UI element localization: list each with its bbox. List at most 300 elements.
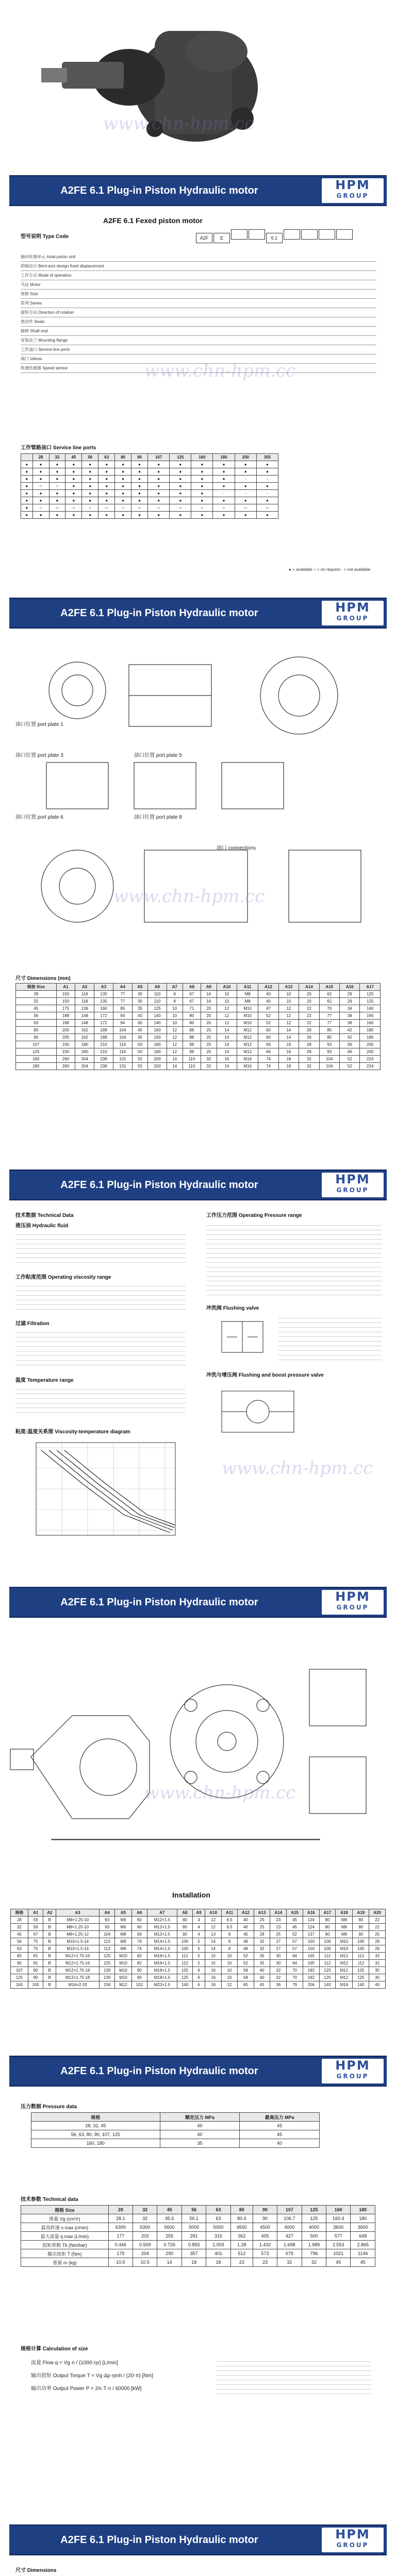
table-header-cell: A2 [75, 984, 94, 991]
text-block [15, 1230, 186, 1266]
port-plate-1-label: 油口位置 port plate 1 [15, 722, 63, 727]
table-cell: 75 [28, 1938, 43, 1945]
table-cell: 14 [167, 1056, 183, 1063]
table-cell: 8 [167, 991, 183, 998]
table-cell: 60 [258, 1034, 278, 1041]
table-cell: 45.6 [157, 2214, 182, 2223]
table-cell: 40 [238, 1917, 254, 1924]
table-row [21, 2214, 375, 2223]
table-cell: 59 [28, 1924, 43, 1931]
table-cell: 48 [238, 1945, 254, 1953]
port-plate-5-label: 油口位置 port plate 5 [134, 753, 182, 758]
table-cell: 100 [319, 1945, 336, 1953]
table-cell: 80 [353, 1924, 369, 1931]
table-cell: 30 [270, 1960, 287, 1967]
table-cell: 45 [132, 1027, 148, 1034]
table-row: ● ● ● ● ● ● ● ● ● ● ● ● ● ● [21, 461, 278, 468]
table-cell: 104 [319, 1063, 339, 1070]
table-cell: 18 [182, 2258, 206, 2267]
table-cell: 8 [222, 1931, 238, 1938]
table-cell: 13 [205, 1931, 222, 1938]
code-line: 马达 Motor [21, 280, 376, 290]
table-header-cell: A20 [369, 1909, 386, 1917]
table-cell: 80 [177, 1917, 193, 1924]
table-cell: 162 [75, 1034, 94, 1041]
table-header-cell: A4 [113, 984, 132, 991]
table-cell: B [43, 1981, 56, 1989]
table-cell: 0.726 [157, 2241, 182, 2249]
table-cell: 100 [353, 1938, 369, 1945]
type-code-cell [301, 229, 318, 240]
page-3 [0, 1170, 396, 1582]
table-header-cell: 90 [253, 2206, 277, 2214]
table-cell: 188 [94, 1027, 113, 1034]
table-header-row [21, 2206, 375, 2214]
table-cell: 125 [319, 1967, 336, 1974]
code-line: 阀门 Valves [21, 354, 376, 364]
table-cell: 125 [177, 1967, 193, 1974]
table-cell: 94 [113, 1012, 132, 1020]
table-cell: 93 [100, 1924, 115, 1931]
table-cell: 4 [192, 1931, 205, 1938]
table-cell: 10.5 [133, 2258, 157, 2267]
table-cell: 40 [258, 998, 278, 1005]
table-cell: 12 [278, 1020, 299, 1027]
table-cell: M8 [237, 991, 258, 998]
page-5 [0, 2056, 396, 2519]
table-cell: 106.7 [277, 2214, 302, 2223]
table-header-cell: 160 [326, 2206, 351, 2214]
table-header-cell: A2 [43, 1909, 56, 1917]
table-header-row [11, 1909, 386, 1917]
table-header-cell: A12 [238, 1909, 254, 1917]
table-cell: 1.003 [206, 2241, 230, 2249]
table-cell: 52 [238, 1960, 254, 1967]
table-cell: 93 [319, 1048, 339, 1056]
type-code-cell [231, 229, 248, 240]
table-cell: 28, 32, 45 [31, 2122, 160, 2130]
table-header-cell: A4 [100, 1909, 115, 1917]
table-cell: 112 [177, 1953, 193, 1960]
table-cell: 10 [167, 1020, 183, 1027]
table-cell: 427 [277, 2232, 302, 2241]
table-cell: 160 [11, 1981, 28, 1989]
hpm-logo [322, 1590, 384, 1615]
table-row [11, 1967, 386, 1974]
table-header-cell: 45 [157, 2206, 182, 2214]
table-cell: 12 [167, 1034, 183, 1041]
code-line: 规格 Size [21, 290, 376, 299]
table-cell: 36 [270, 1981, 287, 1989]
table-header-cell [21, 454, 33, 461]
table-cell: M10 [114, 1967, 131, 1974]
table-cell: 12 [205, 1924, 222, 1931]
table-cell: 405 [253, 2232, 277, 2241]
table-cell: 180 [75, 1048, 94, 1056]
code-line: 安装法兰 Mounting flange [21, 336, 376, 345]
table-header-cell: A17 [319, 1909, 336, 1917]
table-cell: 125 [353, 1967, 369, 1974]
calc-line: 输出扭矩 Output Torque T = Vg·Δp·ηmh / (20·π) [Nm] [31, 2373, 153, 2379]
table-cell: 63 [11, 1945, 28, 1953]
logo-sub: GROUP [336, 2541, 369, 2549]
table-cell: 188 [94, 1034, 113, 1041]
table-cell: 40 [254, 1967, 270, 1974]
table-row [31, 2122, 320, 2130]
table-cell: B [43, 1953, 56, 1960]
table-cell: 32 [16, 998, 57, 1005]
table-cell: 110 [148, 998, 167, 1005]
table-cell: 12 [167, 1048, 183, 1056]
table-cell: 1.698 [277, 2241, 302, 2249]
table-cell: 98 [183, 1048, 201, 1056]
table-cell: 116 [113, 1041, 132, 1048]
table-cell: M12 [237, 1048, 258, 1056]
table-cell: 67 [183, 991, 201, 998]
table-cell: 112 [353, 1953, 369, 1960]
table-cell: 66 [258, 1048, 278, 1056]
text-block [278, 1314, 382, 1360]
table-cell: 205 [56, 1027, 75, 1034]
table-cell: 4500 [230, 2223, 253, 2232]
table-cell: M10×1.5-14 [56, 1945, 99, 1953]
table-header-cell: A6 [148, 984, 167, 991]
table-cell: M16×2-20 [56, 1981, 99, 1989]
table-cell: M12×1.75-18 [56, 1974, 99, 1981]
table-cell: 135 [94, 998, 113, 1005]
boost-valve-heading: 冲洗与增压阀 Flushing and boost pressure valve [206, 1372, 324, 1378]
table-cell: 10 [167, 1005, 183, 1012]
table-cell: 238 [94, 1056, 113, 1063]
table-cell: 40 [369, 1981, 386, 1989]
table-cell: 28 [369, 1945, 386, 1953]
table-cell: 90 [28, 1974, 43, 1981]
table-cell: 90 [253, 2214, 277, 2223]
table-cell: 8 [167, 998, 183, 1005]
table-cell: 16 [217, 1063, 237, 1070]
logo-main: HPM [335, 2527, 370, 2541]
table-cell: 162 [75, 1027, 94, 1034]
table-cell: 77 [113, 991, 132, 998]
table-cell: M8 [114, 1931, 131, 1938]
type-code-cell [249, 229, 265, 240]
table-cell: 6 [192, 1974, 205, 1981]
table-header-cell: A3 [56, 1909, 99, 1917]
table-cell: 180 [148, 1041, 167, 1048]
table-cell: 230 [56, 1048, 75, 1056]
table-cell: 160 [148, 1027, 167, 1034]
table-cell: 177 [108, 2232, 133, 2241]
table-cell: M8 [237, 998, 258, 1005]
installation-label: Installation [172, 1891, 210, 1899]
table-cell: 140 [148, 1020, 167, 1027]
table-cell: 57 [287, 1938, 303, 1945]
table-row [11, 1981, 386, 1989]
table-cell: 512 [230, 2249, 253, 2258]
table-header-row [31, 2113, 320, 2122]
table-cell: 16 [201, 991, 217, 998]
table-cell: 204 [75, 1063, 94, 1070]
table-cell: 52 [258, 1020, 278, 1027]
table-cell: 135 [94, 991, 113, 998]
table-cell: 182 [303, 1967, 319, 1974]
table-cell: 25 [201, 1041, 217, 1048]
table-cell: M10 [336, 1938, 353, 1945]
table-cell: 90 [28, 1967, 43, 1974]
table-cell: 206 [303, 1981, 319, 1989]
table-header-cell: 规格 [11, 1909, 28, 1917]
title-banner [9, 598, 387, 629]
table-cell: 140 [360, 1005, 381, 1012]
table-cell: B [43, 1938, 56, 1945]
table-cell: 56, 63, 80, 90, 107, 125 [31, 2130, 160, 2139]
table-cell: 12 [167, 1041, 183, 1048]
table-cell: B [43, 1974, 56, 1981]
hpm-logo [322, 1173, 384, 1197]
table-cell: 4 [192, 1917, 205, 1924]
table-cell: 5000 [182, 2223, 206, 2232]
table-cell: 210 [94, 1048, 113, 1056]
table-cell: 180 [360, 1027, 381, 1034]
table-cell: 52 [340, 1063, 360, 1070]
table-header-cell: 56 [82, 454, 98, 461]
table-cell: 210 [94, 1041, 113, 1048]
table-header-cell: 32 [133, 2206, 157, 2214]
table-cell: 6 [192, 1967, 205, 1974]
table-cell: 160 [360, 1020, 381, 1027]
table-cell: 140 [177, 1981, 193, 1989]
table-cell: M10 [237, 1020, 258, 1027]
table-cell: 1146 [351, 2249, 375, 2258]
table-cell: 80.4 [230, 2214, 253, 2223]
table-cell: 32 [302, 2258, 326, 2267]
table-cell: 230 [56, 1041, 75, 1048]
table-header-cell: 28 [32, 454, 49, 461]
table-cell: 63 [16, 1020, 57, 1027]
table-cell: 80 [183, 1012, 201, 1020]
type-code-cell [319, 229, 335, 240]
table-row [21, 2223, 375, 2232]
table-cell: 32 [369, 1953, 386, 1960]
table-cell: 56.1 [182, 2214, 206, 2223]
table-header-cell: A7 [147, 1909, 177, 1917]
port-plate-8-label: 油口位置 port plate 8 [134, 815, 182, 820]
title-banner [9, 2056, 387, 2087]
table-cell: 104 [100, 1931, 115, 1938]
table-cell: 5600 [157, 2223, 182, 2232]
code-line: 轴向柱塞单元 Axial piston unit [21, 252, 376, 262]
table-cell: 90 [177, 1931, 193, 1938]
table-cell: 10.5 [108, 2258, 133, 2267]
table-cell: 10 [278, 991, 299, 998]
table-header-cell: A17 [360, 984, 381, 991]
table-cell: M12×1.5 [147, 1931, 177, 1938]
table-cell: 3600 [326, 2223, 351, 2232]
table-cell: 160 [360, 1012, 381, 1020]
table-header-cell: 56 [182, 2206, 206, 2214]
table-cell: 28 [254, 1931, 270, 1938]
table-cell: M6 [114, 1917, 131, 1924]
table-cell: 12 [217, 1012, 237, 1020]
dimension-table [15, 983, 381, 1070]
table-cell: M16×1.5 [147, 1960, 177, 1967]
text-block [15, 1385, 186, 1416]
logo-sub: GROUP [336, 615, 369, 622]
table-cell: 45 [11, 1931, 28, 1938]
table-cell: 125 [16, 1048, 57, 1056]
table-cell: 260 [56, 1063, 75, 1070]
boost-valve-symbol [211, 1381, 304, 1443]
table-cell: M12 [336, 1967, 353, 1974]
table-cell: 25 [254, 1917, 270, 1924]
table-cell: 110 [148, 991, 167, 998]
table-cell: 125 [11, 1974, 28, 1981]
table-cell: 160 [148, 1034, 167, 1041]
table-cell: M12×1.5 [147, 1924, 177, 1931]
table-cell: 88 [183, 1027, 201, 1034]
table-cell: M10 [114, 1953, 131, 1960]
table-cell: 38 [340, 1020, 360, 1027]
table-row [31, 2130, 320, 2139]
table-cell: 55 [132, 1056, 148, 1063]
table-cell: M8 [336, 1931, 353, 1938]
table-cell: 67 [28, 1931, 43, 1938]
table-cell: 最高转速 n max (r/min) [21, 2223, 109, 2232]
table-header-cell: 125 [170, 454, 191, 461]
table-cell: 1021 [326, 2249, 351, 2258]
table-cell: 74 [132, 1938, 147, 1945]
table-row [16, 1056, 381, 1063]
table-header-cell: 125 [302, 2206, 326, 2214]
code-line: 斜轴设计 Bent-axis design fixed displacement [21, 262, 376, 271]
table-row [16, 1020, 381, 1027]
logo-main: HPM [335, 1589, 370, 1604]
table-cell: 5 [192, 1953, 205, 1960]
table-header-cell: 32 [49, 454, 65, 461]
table-cell: 12 [222, 1981, 238, 1989]
table-cell: 14 [157, 2258, 182, 2267]
table-cell: 125 [177, 1974, 193, 1981]
table-cell: 28.1 [108, 2214, 133, 2223]
table-header-cell: A11 [222, 1909, 238, 1917]
table-cell: 56 [11, 1938, 28, 1945]
table-cell: 30 [132, 998, 148, 1005]
table-cell: 16 [205, 1974, 222, 1981]
table-cell: 255 [157, 2232, 182, 2241]
table-cell: 40 [132, 1012, 148, 1020]
type-code-cell: A2F [196, 233, 212, 243]
table-cell: 118 [75, 998, 94, 1005]
table-cell: 94 [113, 1020, 132, 1027]
table-header-cell: A6 [132, 1909, 147, 1917]
table-cell: 137 [303, 1931, 319, 1938]
table-row [11, 1938, 386, 1945]
table-row [11, 1931, 386, 1938]
table-cell: 131 [113, 1056, 132, 1063]
table-cell: 6.5 [222, 1924, 238, 1931]
table-cell: 100 [177, 1938, 193, 1945]
table-row [16, 1048, 381, 1056]
logo-main: HPM [335, 178, 370, 192]
table-cell: 62 [319, 991, 339, 998]
table-cell: M18×1.5 [147, 1974, 177, 1981]
table-cell: 22 [369, 1917, 386, 1924]
table-cell: M10 [336, 1945, 353, 1953]
table-cell: 14 [217, 1027, 237, 1034]
table-cell: 20 [299, 998, 319, 1005]
dimension-table-title: 尺寸 Dimensions (mm) [15, 976, 71, 981]
installation-drawing [0, 1623, 396, 1880]
table-cell: 577 [326, 2232, 351, 2241]
table-cell: 55 [132, 1063, 148, 1070]
motor-photo [0, 0, 396, 170]
table-cell: 125 [353, 1974, 369, 1981]
table-cell: 125 [100, 1953, 115, 1960]
table-cell: 180 [75, 1041, 94, 1048]
table-header-cell: 63 [98, 454, 115, 461]
table-cell: M12×1.75-16 [56, 1960, 99, 1967]
table-header-cell: A15 [287, 1909, 303, 1917]
table-cell: 23 [253, 2258, 277, 2267]
table-cell: 46 [340, 1041, 360, 1048]
table-cell: 85 [319, 1027, 339, 1034]
banner-title: A2FE 6.1 Plug-in Piston Hydraulic motor [60, 607, 258, 619]
table-cell: 110 [183, 1056, 201, 1063]
table-cell: 25 [270, 1931, 287, 1938]
viscosity-chart [21, 1437, 186, 1551]
table-cell: 90 [16, 1034, 57, 1041]
calc-title: 规格计算 Calculation of size [21, 2346, 88, 2352]
table-cell: M8 [114, 1938, 131, 1945]
table-cell: 扭矩常数 Tk (Nm/bar) [21, 2241, 109, 2249]
table-cell: 63 [206, 2214, 230, 2223]
motor-drawing [0, 634, 396, 974]
table-cell: 28 [11, 1917, 28, 1924]
table-cell: 57 [287, 1945, 303, 1953]
table-cell: 40 [160, 2130, 240, 2139]
table-cell: 32 [201, 1063, 217, 1070]
table-cell: 4500 [253, 2223, 277, 2232]
watermark: www.chn-hpm.cc [144, 1783, 296, 1803]
table-cell: 93 [319, 1041, 339, 1048]
table-cell: 10 [222, 1953, 238, 1960]
table-cell: M8×1.25-10 [56, 1917, 99, 1924]
table-cell: 136 [75, 1005, 94, 1012]
table-cell: 90 [132, 1974, 147, 1981]
hpm-logo [322, 178, 384, 203]
table-cell: 113 [100, 1945, 115, 1953]
table-cell: 107 [11, 1967, 28, 1974]
table-cell: 93 [100, 1917, 115, 1924]
table-cell: 32 [299, 1063, 319, 1070]
table-cell: B [43, 1917, 56, 1924]
table-cell: 6.5 [222, 1917, 238, 1924]
flushing-valve-symbol [211, 1314, 273, 1360]
table-cell: 排量 Vg (cm³/r) [21, 2214, 109, 2223]
table-cell: 23 [270, 1917, 287, 1924]
table-cell: 88 [183, 1034, 201, 1041]
table-cell: 25 [369, 1931, 386, 1938]
table-cell: 59 [28, 1917, 43, 1924]
table-row [11, 1917, 386, 1924]
table-cell: 80 [319, 1917, 336, 1924]
table-cell: 90 [11, 1960, 28, 1967]
table-cell: 10 [167, 1012, 183, 1020]
title-banner [9, 1170, 387, 1200]
table-cell: 180 [16, 1063, 57, 1070]
table-cell: 35 [254, 1953, 270, 1960]
table-cell: M16×1.5 [147, 1953, 177, 1960]
